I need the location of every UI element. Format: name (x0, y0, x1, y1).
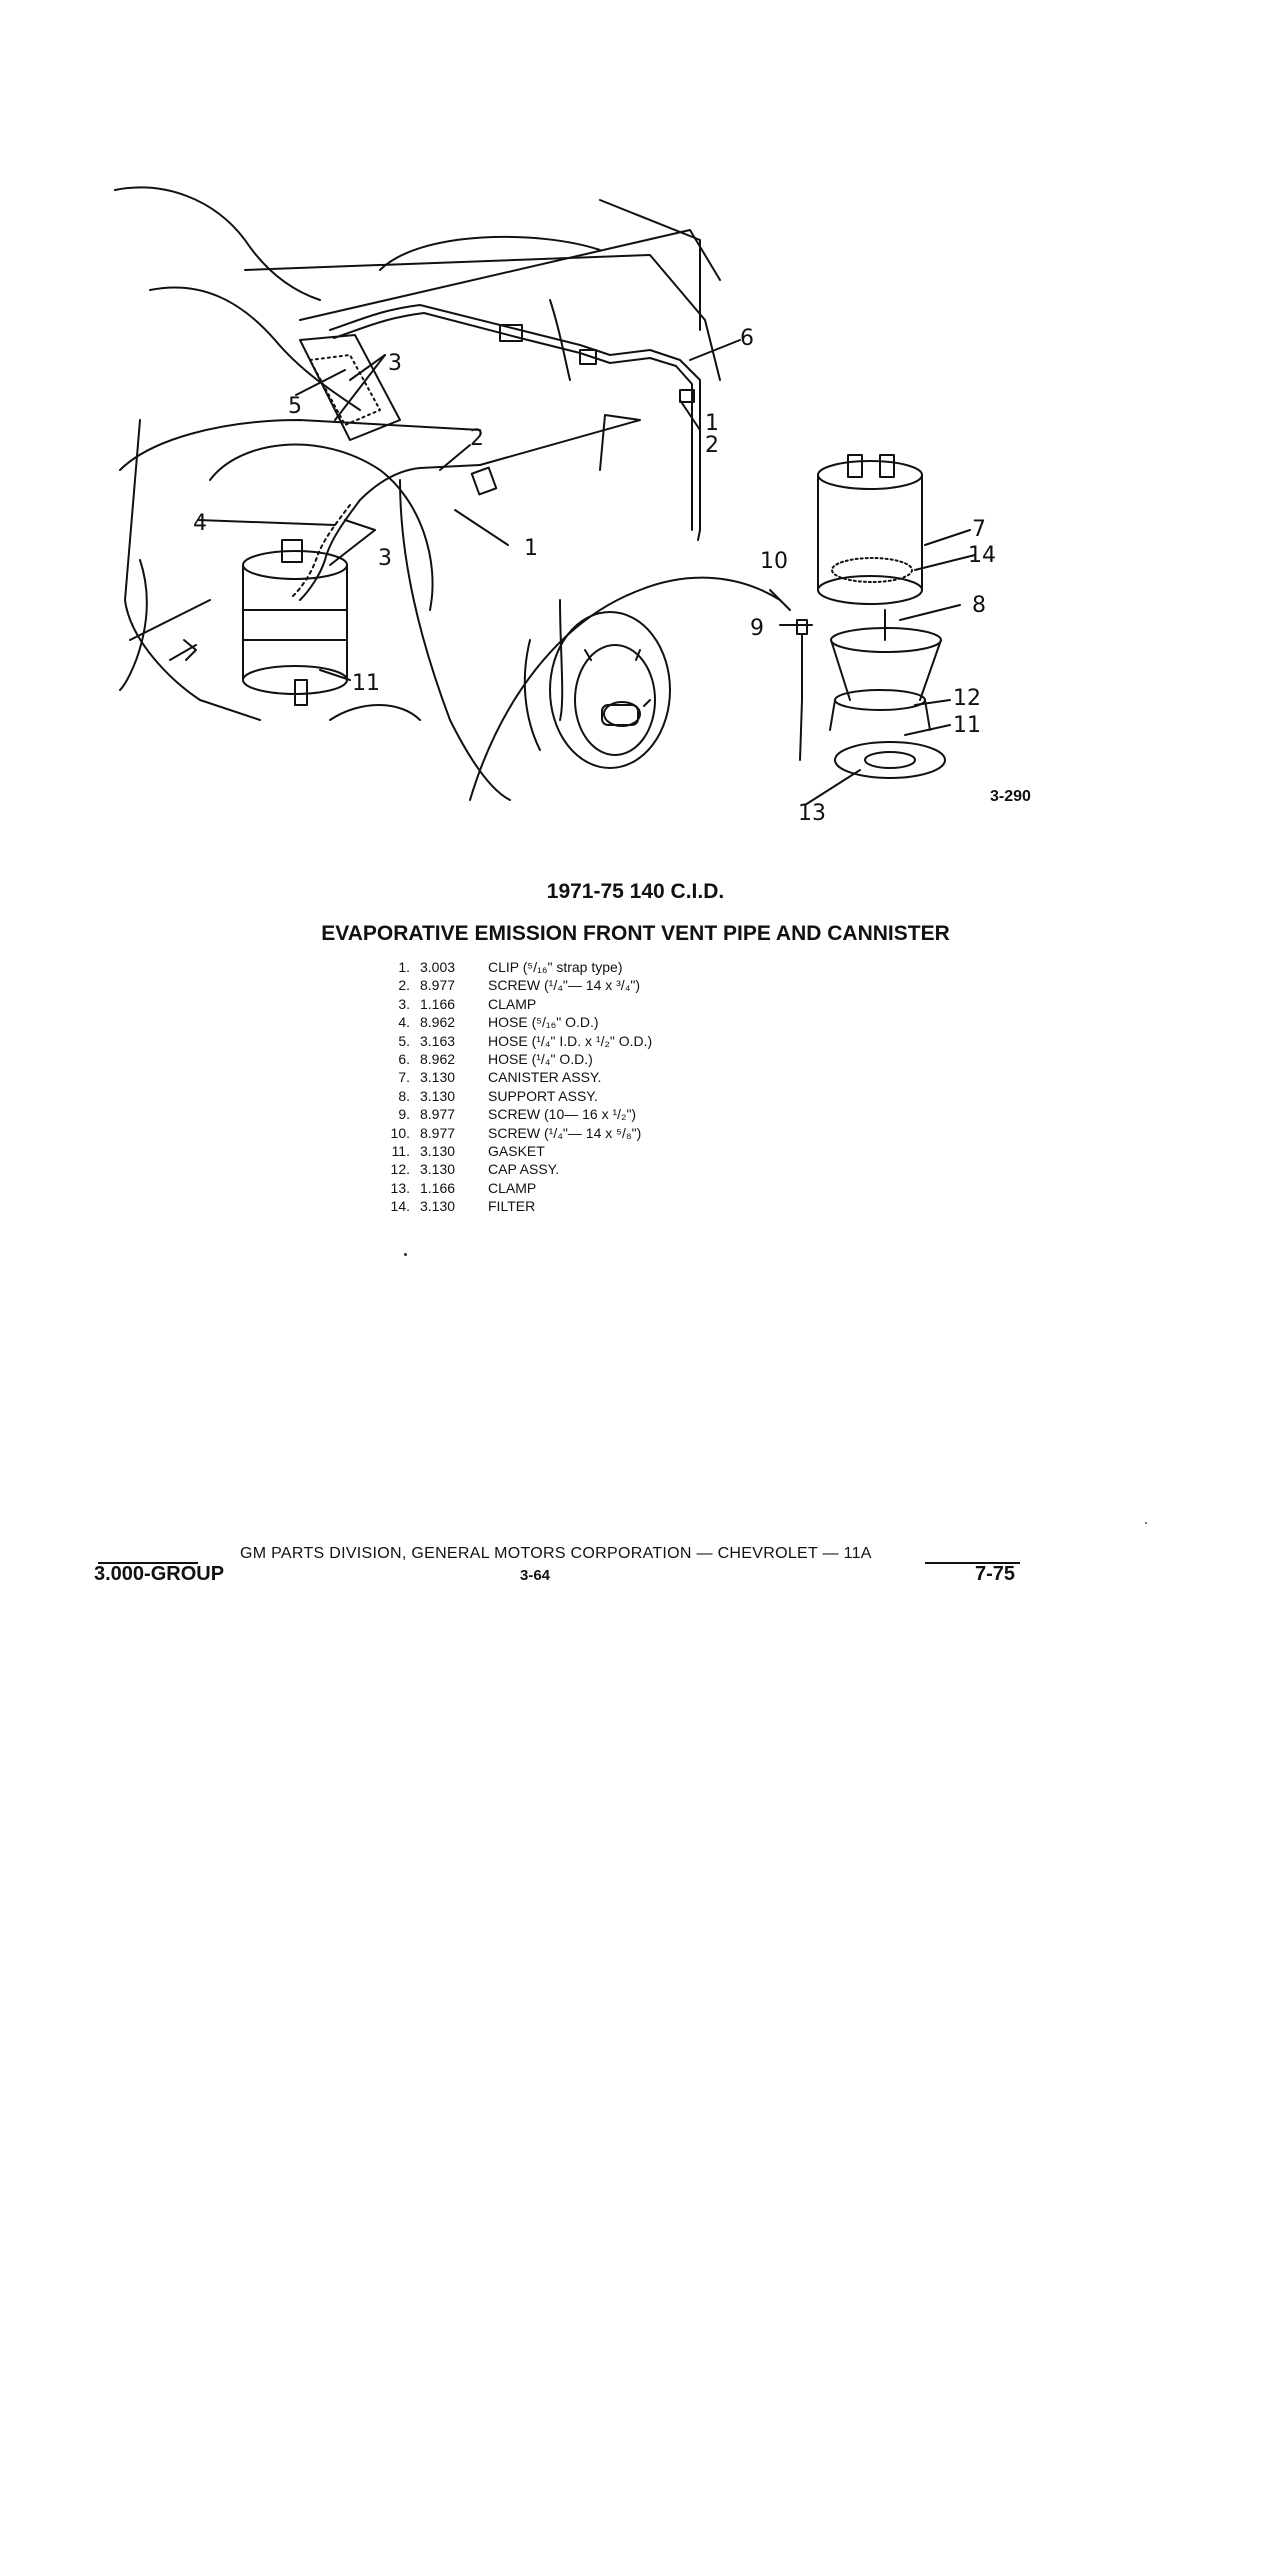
footer-page-number: 3-64 (520, 1567, 551, 1584)
part-description: SCREW (10— 16 x ¹/₂") (488, 1106, 637, 1123)
callout-3a: 3 (388, 351, 402, 376)
model-title: 1971-75 140 C.I.D. (546, 880, 725, 903)
part-number: 1. (398, 959, 410, 975)
part-row (360, 1105, 652, 1123)
part-code: 3.003 (420, 959, 456, 975)
callout-1a: 1 (524, 536, 538, 561)
part-description: SUPPORT ASSY. (488, 1087, 598, 1104)
part-number: 12. (390, 1161, 410, 1178)
callout-3b: 3 (378, 546, 392, 571)
parts-illustration (0, 0, 1271, 850)
part-description: HOSE (¹/₄" O.D.) (488, 1051, 593, 1068)
part-description: CLAMP (488, 1179, 537, 1196)
part-description: CAP ASSY. (488, 1161, 560, 1178)
part-code: 8.962 (420, 1014, 456, 1031)
callout-5: 5 (288, 394, 302, 419)
vent-pipe (330, 305, 700, 540)
part-number: 2. (398, 977, 410, 994)
part-description: SCREW (¹/₄"— 14 x ³/₄") (488, 977, 641, 994)
callout-6: 6 (740, 326, 754, 351)
part-row (360, 1050, 652, 1068)
part-code: 8.977 (420, 1124, 456, 1141)
canister-exploded (797, 455, 945, 778)
part-description: CANISTER ASSY. (488, 1069, 602, 1086)
part-number: 8. (398, 1087, 410, 1104)
part-number: 11. (391, 1143, 410, 1160)
callout-4: 4 (193, 511, 207, 536)
part-number: 4. (398, 1014, 410, 1031)
part-code: 8.977 (420, 977, 456, 994)
part-code: 3.163 (420, 1032, 456, 1049)
part-number: 5. (398, 1032, 410, 1049)
callout-10: 10 (760, 549, 788, 574)
part-code: 8.977 (420, 1106, 456, 1123)
part-description: FILTER (488, 1198, 536, 1215)
part-number: 3. (398, 995, 410, 1012)
figure-number: 3-290 (990, 788, 1031, 805)
part-code: 1.166 (420, 1179, 456, 1196)
page-title: EVAPORATIVE EMISSION FRONT VENT PIPE AND CANNISTER (321, 922, 950, 945)
part-row (360, 1013, 652, 1031)
part-row (360, 1068, 652, 1086)
callout-2b: 2 (705, 433, 719, 458)
part-number: 6. (398, 1051, 410, 1068)
fender-body (115, 187, 780, 800)
part-description: CLAMP (488, 995, 537, 1012)
part-number: 10. (390, 1124, 410, 1141)
part-code: 3.130 (420, 1069, 456, 1086)
footer-corporation: GM PARTS DIVISION, GENERAL MOTORS CORPORATION — CHEVROLET — 11A (240, 1545, 872, 1562)
stray-dot (404, 1253, 407, 1256)
part-description: HOSE (⁵/₁₆" O.D.) (488, 1014, 599, 1031)
callout-14: 14 (968, 543, 996, 568)
callout-8: 8 (972, 593, 986, 618)
part-row (360, 995, 652, 1013)
part-code: 3.130 (420, 1161, 456, 1178)
wheel-hub (525, 612, 670, 768)
part-row (360, 1087, 652, 1105)
part-code: 3.130 (420, 1198, 456, 1215)
callout-13: 13 (798, 801, 826, 826)
parts-list (360, 958, 652, 1216)
part-row (360, 958, 652, 976)
part-row (360, 1179, 652, 1197)
part-code: 3.130 (420, 1087, 456, 1104)
part-code: 3.130 (420, 1143, 456, 1160)
callout-11a: 11 (352, 671, 380, 696)
part-row (360, 1124, 652, 1142)
callout-12: 12 (953, 686, 981, 711)
part-number: 9. (398, 1106, 410, 1123)
part-row (360, 1197, 652, 1215)
leader-lines (198, 340, 975, 805)
part-number: 13. (390, 1179, 410, 1196)
footer-group: 3.000-GROUP (94, 1563, 225, 1585)
part-row (360, 1160, 652, 1178)
part-description: CLIP (⁵/₁₆" strap type) (488, 959, 623, 975)
part-number: 14. (390, 1198, 410, 1215)
part-description: SCREW (¹/₄"— 14 x ⁵/₈") (488, 1124, 642, 1141)
part-description: GASKET (488, 1143, 545, 1160)
stray-mark (1145, 1522, 1147, 1524)
footer-date: 7-75 (975, 1563, 1016, 1585)
part-code: 8.962 (420, 1051, 456, 1068)
callout-1b: 1 (705, 411, 719, 436)
callout-9: 9 (750, 616, 764, 641)
callout-7: 7 (972, 517, 986, 542)
part-code: 1.166 (420, 995, 456, 1012)
part-description: HOSE (¹/₄" I.D. x ¹/₂" O.D.) (488, 1032, 653, 1049)
part-row (360, 976, 652, 994)
callout-11b: 11 (953, 713, 981, 738)
part-number: 7. (398, 1069, 410, 1086)
part-row (360, 1032, 652, 1050)
callout-2a: 2 (470, 426, 484, 451)
part-row (360, 1142, 652, 1160)
